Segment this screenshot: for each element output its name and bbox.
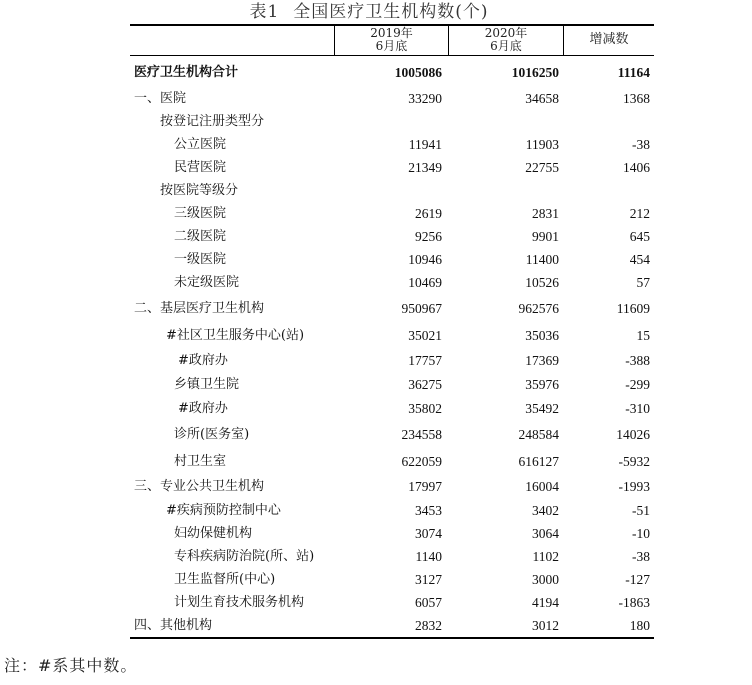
row-label: 乡镇卫生院 [174, 377, 240, 392]
row-label: 专科疾病防治院(所、站) [174, 549, 315, 564]
value-2020: 2831 [532, 206, 559, 221]
row-label: 卫生监督所(中心) [174, 572, 276, 587]
row-label: #社区卫生服务中心(站) [166, 328, 305, 343]
value-2020: 1102 [532, 549, 559, 564]
value-2020: 17369 [525, 353, 559, 368]
value-2019: 6057 [415, 595, 442, 610]
value-diff: -1863 [618, 595, 650, 610]
value-2019: 1005086 [394, 65, 442, 80]
row-label: #政府办 [178, 353, 228, 368]
table-row [130, 571, 654, 589]
table-row [130, 352, 654, 370]
table-row [130, 594, 654, 612]
value-2020: 35492 [525, 401, 559, 416]
value-2019: 10469 [408, 275, 442, 290]
row-label: 二、基层医疗卫生机构 [134, 301, 265, 316]
value-2019: 2619 [415, 206, 442, 221]
value-2019: 35802 [408, 401, 442, 416]
header-2020-year: 2020年 [484, 26, 528, 40]
value-2019: 1140 [415, 549, 442, 564]
value-diff: 1406 [623, 160, 650, 175]
table-row [130, 205, 654, 223]
table-row [130, 548, 654, 566]
value-2020: 16004 [525, 479, 559, 494]
table-row [130, 90, 654, 108]
footnote: 注：#系其中数。 [4, 656, 138, 675]
row-label: 村卫生室 [174, 454, 227, 469]
value-2019: 2832 [415, 618, 442, 633]
row-label: 医疗卫生机构合计 [134, 65, 239, 80]
value-2019: 9256 [415, 229, 442, 244]
value-2019: 35021 [408, 328, 442, 343]
value-diff: 14026 [616, 427, 650, 442]
row-label: 公立医院 [174, 137, 227, 152]
row-label: 四、其他机构 [134, 618, 213, 633]
row-label: 三级医院 [174, 206, 227, 221]
value-2019: 3074 [415, 526, 442, 541]
value-2019: 33290 [408, 91, 442, 106]
row-label: #疾病预防控制中心 [166, 503, 281, 518]
value-2020: 22755 [525, 160, 559, 175]
value-2020: 1016250 [511, 65, 559, 80]
row-label: 一级医院 [174, 252, 227, 267]
table-row [130, 251, 654, 269]
value-2020: 3000 [532, 572, 559, 587]
value-2019: 950967 [401, 301, 442, 316]
row-label: 妇幼保健机构 [174, 526, 253, 541]
table-bottom-rule [130, 637, 654, 639]
row-label: 未定级医院 [174, 275, 240, 290]
value-2020: 3012 [532, 618, 559, 633]
table-title [0, 0, 752, 24]
value-diff: 645 [629, 229, 650, 244]
value-2020: 35036 [525, 328, 559, 343]
table-row [130, 502, 654, 520]
row-label: 一、医院 [134, 91, 187, 106]
row-label: 按登记注册类型分 [160, 114, 265, 129]
row-label: 计划生育技术服务机构 [174, 595, 305, 610]
value-2020: 248584 [518, 427, 559, 442]
value-diff: 180 [629, 618, 650, 633]
value-diff: 11609 [616, 301, 650, 316]
value-2019: 3127 [415, 572, 442, 587]
value-2020: 4194 [532, 595, 559, 610]
value-2019: 11941 [408, 137, 442, 152]
value-diff: -310 [625, 401, 650, 416]
value-2020: 10526 [525, 275, 559, 290]
value-diff: -51 [632, 503, 650, 518]
value-2019: 17997 [408, 479, 442, 494]
table-row [130, 64, 654, 82]
value-2020: 11400 [525, 252, 559, 267]
table-row [130, 182, 654, 200]
table-row [130, 113, 654, 131]
table-row [130, 376, 654, 394]
value-2020: 9901 [532, 229, 559, 244]
value-diff: -1993 [618, 479, 650, 494]
row-label: 三、专业公共卫生机构 [134, 479, 265, 494]
table-row [130, 159, 654, 177]
row-label: 二级医院 [174, 229, 227, 244]
table-row [130, 426, 654, 444]
table-row [130, 327, 654, 345]
value-2019: 234558 [401, 427, 442, 442]
row-label: 民营医院 [174, 160, 227, 175]
header-diff: 增减数 [589, 32, 629, 47]
value-diff: 212 [629, 206, 650, 221]
table-row [130, 525, 654, 543]
value-2020: 962576 [518, 301, 559, 316]
value-2020: 11903 [525, 137, 559, 152]
table-row [130, 274, 654, 292]
value-diff: -10 [632, 526, 650, 541]
value-2020: 34658 [525, 91, 559, 106]
row-label: 按医院等级分 [160, 183, 239, 198]
row-label: 诊所(医务室) [174, 427, 250, 442]
header-2020-month: 6月底 [490, 39, 522, 53]
value-2020: 35976 [525, 377, 559, 392]
table-row [130, 136, 654, 154]
value-diff: 15 [636, 328, 650, 343]
table-title-text: 全国医疗卫生机构数(个) [293, 2, 489, 22]
header-bottom-rule [130, 55, 654, 56]
value-2019: 17757 [408, 353, 442, 368]
table-number: 表1 [249, 2, 280, 22]
table-row [130, 617, 654, 635]
value-diff: -388 [625, 353, 650, 368]
value-diff: 454 [629, 252, 650, 267]
header-2019 [335, 27, 448, 53]
table-row [130, 478, 654, 496]
table-row [130, 228, 654, 246]
header-2020 [449, 27, 563, 53]
value-2019: 10946 [408, 252, 442, 267]
header-2019-month: 6月底 [375, 39, 408, 53]
value-diff: 11164 [617, 65, 650, 80]
table-row [130, 300, 654, 318]
row-label: #政府办 [178, 401, 228, 416]
value-2020: 616127 [518, 454, 559, 469]
value-diff: -127 [625, 572, 650, 587]
table-row [130, 453, 654, 471]
value-diff: -38 [632, 137, 650, 152]
value-diff: 1368 [623, 91, 650, 106]
value-diff: -5932 [618, 454, 650, 469]
table-row [130, 400, 654, 418]
value-diff: 57 [636, 275, 650, 290]
value-2020: 3064 [532, 526, 559, 541]
value-2019: 622059 [401, 454, 442, 469]
header-2019-year: 2019年 [370, 26, 413, 40]
value-2020: 3402 [532, 503, 559, 518]
value-2019: 3453 [415, 503, 442, 518]
value-diff: -38 [632, 549, 650, 564]
value-diff: -299 [625, 377, 650, 392]
value-2019: 21349 [408, 160, 442, 175]
value-2019: 36275 [408, 377, 442, 392]
